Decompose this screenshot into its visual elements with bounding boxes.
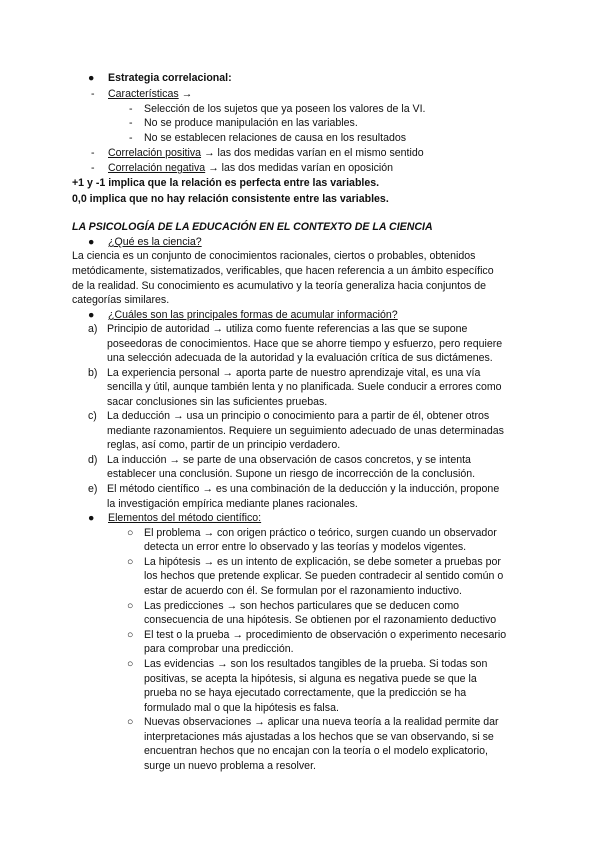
- element-item-line: Las evidencias → son los resultados tangibles de la prueba. Si todas son: [144, 658, 488, 670]
- definition-line: metódicamente, sistematizados, verificables, que hacen referencia a un ámbito específico: [72, 265, 494, 277]
- definition-line: categorías similares.: [72, 294, 170, 306]
- characteristic-item: No se produce manipulación en las variables.: [144, 117, 358, 129]
- list-letter: b): [88, 367, 98, 379]
- form-item-line: mediante razonamientos. Requiere un seguimiento adecuado de unas determinadas: [107, 425, 504, 437]
- list-letter: a): [88, 323, 98, 335]
- bullet-icon: ●: [88, 512, 95, 524]
- list-letter: d): [88, 454, 98, 466]
- negative-correlation-text: → las dos medidas varían en oposición: [205, 162, 394, 174]
- dash-icon: -: [129, 103, 133, 115]
- dash-icon: -: [129, 117, 133, 129]
- element-item-line: surge un nuevo problema a resolver.: [144, 760, 316, 772]
- dash-icon: -: [91, 147, 95, 159]
- element-item-line: prueba no se haya ejecutado correctamente, que la predicción se ha: [144, 687, 467, 699]
- element-item-line: consecuencia de una hipótesis. Se obtienen por el razonamiento deductivo: [144, 614, 497, 626]
- list-letter: c): [88, 410, 97, 422]
- element-item-line: formulado mal o que la hipótesis es falsa.: [144, 702, 339, 714]
- section-heading: LA PSICOLOGÍA DE LA EDUCACIÓN EN EL CONTEXTO DE LA CIENCIA: [72, 221, 433, 233]
- question-heading: ¿Qué es la ciencia?: [108, 236, 202, 248]
- bold-statement: 0,0 implica que no hay relación consistente entre las variables.: [72, 193, 389, 205]
- dash-icon: -: [91, 88, 95, 100]
- form-item-line: una selección adecuada de la autoridad y la evaluación crítica de sus dictámenes.: [107, 352, 493, 364]
- form-item-line: reglas, así como, partir de un principio verdadero.: [107, 439, 341, 451]
- bullet-icon: ●: [88, 309, 95, 321]
- bullet-icon: ●: [88, 72, 95, 84]
- element-item-line: Nuevas observaciones → aplicar una nueva teoría a la realidad permite dar: [144, 716, 499, 728]
- element-item-line: los hechos que pretende explicar. Se pueden contradecir al sentido común o: [144, 570, 504, 582]
- element-item-line: positivas, se acepta la hipótesis, si alguna es negativa puede se que la: [144, 673, 477, 685]
- element-item-line: El test o la prueba → procedimiento de observación o experimento necesario: [144, 629, 507, 641]
- element-item-line: El problema → con origen práctico o teórico, surgen cuando un observador: [144, 527, 497, 539]
- circle-bullet-icon: ○: [127, 629, 134, 641]
- circle-bullet-icon: ○: [127, 658, 134, 670]
- element-item-line: para comprobar una predicción.: [144, 643, 294, 655]
- element-item-line: Las predicciones → son hechos particulares que se deducen como: [144, 600, 460, 612]
- circle-bullet-icon: ○: [127, 527, 134, 539]
- definition-line: de la realidad. Su conocimiento es acumulativo y la teoría generaliza hacia conjuntos de: [72, 280, 486, 292]
- form-item-line: sencilla y útil, aunque también lenta y no planificada. Suele conducir a errores como: [107, 381, 502, 393]
- form-item-line: sacar conclusiones sin las suficientes pruebas.: [107, 396, 328, 408]
- form-item-line: El método científico → es una combinación de la deducción y la inducción, propone: [107, 483, 500, 495]
- circle-bullet-icon: ○: [127, 716, 134, 728]
- form-item-line: La experiencia personal → aporta parte de nuestro aprendizaje vital, es una vía: [107, 367, 481, 379]
- dash-icon: -: [91, 162, 95, 174]
- element-item-line: detecta un error entre lo observado y las teorías y modelos vigentes.: [144, 541, 467, 553]
- element-item-line: encuentran hechos que no encajan con la teoría o el modelo explicatorio,: [144, 745, 488, 757]
- element-item-line: interpretaciones más ajustadas a los hechos que se van observando, si se: [144, 731, 494, 743]
- question-heading: ¿Cuáles son las principales formas de acumular información?: [108, 309, 398, 321]
- form-item-line: establecer una conclusión. Supone un riesgo de incorrección de la conclusión.: [107, 468, 476, 480]
- element-item-line: La hipótesis → es un intento de explicación, se debe someter a pruebas por: [144, 556, 501, 568]
- characteristic-item: Selección de los sujetos que ya poseen los valores de la VI.: [144, 103, 426, 115]
- correlational-title: Estrategia correlacional:: [108, 72, 232, 84]
- characteristics-label: Características: [108, 88, 179, 100]
- form-item-line: poseedoras de conocimientos. Hace que se ahorre tiempo y esfuerzo, pero requiere: [107, 338, 503, 350]
- element-item-line: estar de acuerdo con él. Se formulan por el razonamiento inductivo.: [144, 585, 462, 597]
- definition-line: La ciencia es un conjunto de conocimientos racionales, ciertos o probables, obtenidos: [72, 250, 476, 262]
- circle-bullet-icon: ○: [127, 600, 134, 612]
- form-item-line: la investigación empírica mediante planes racionales.: [107, 498, 358, 510]
- characteristics-arrow: →: [178, 88, 193, 100]
- characteristics-line: [108, 88, 192, 101]
- positive-correlation-text: → las dos medidas varían en el mismo sentido: [201, 147, 424, 159]
- bold-statement: +1 y -1 implica que la relación es perfecta entre las variables.: [72, 177, 380, 189]
- circle-bullet-icon: ○: [127, 556, 134, 568]
- form-item-line: La deducción → usa un principio o conocimiento para a partir de él, obtener otros: [107, 410, 490, 422]
- list-letter: e): [88, 483, 98, 495]
- bullet-icon: ●: [88, 236, 95, 248]
- negative-correlation-line: [108, 162, 393, 175]
- form-item-line: Principio de autoridad → utiliza como fuente referencias a las que se supone: [107, 323, 468, 335]
- dash-icon: -: [129, 132, 133, 144]
- form-item-line: La inducción → se parte de una observación de casos concretos, y se intenta: [107, 454, 471, 466]
- positive-correlation-line: [108, 147, 424, 160]
- characteristic-item: No se establecen relaciones de causa en los resultados: [144, 132, 407, 144]
- elements-title: Elementos del método científico:: [108, 512, 262, 524]
- positive-correlation-label: Correlación positiva: [108, 147, 202, 159]
- negative-correlation-label: Correlación negativa: [108, 162, 206, 174]
